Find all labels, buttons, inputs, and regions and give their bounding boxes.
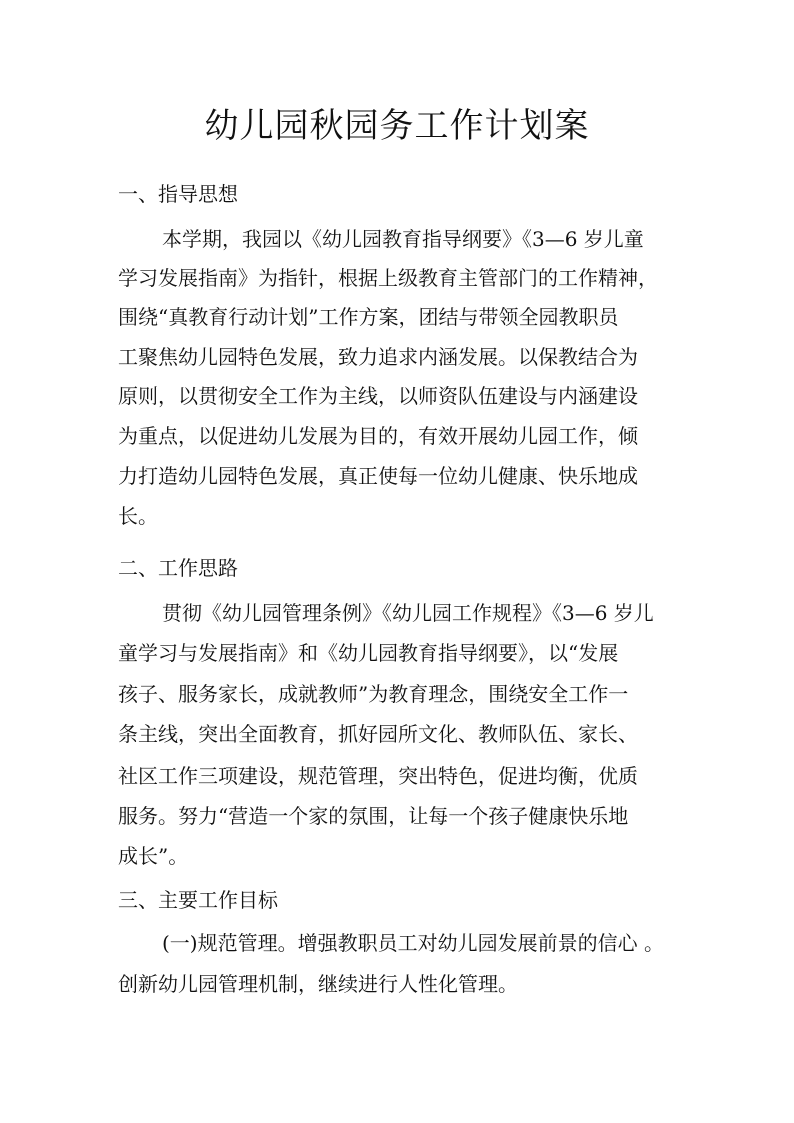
paragraph-line: 童学习与发展指南》和《幼儿园教育指导纲要》，以“发展 [118,641,619,665]
document-title: 幼儿园秋园务工作计划案 [204,106,590,146]
paragraph-line: 服务。努力“营造一个家的氛围，让每一个孩子健康快乐地 [118,804,629,828]
section-heading-guiding-ideology: 一、指导思想 [118,182,238,206]
paragraph-line: 创新幼儿园管理机制，继续进行人性化管理。 [118,972,518,996]
paragraph-line: 贯彻《幼儿园管理条例》《幼儿园工作规程》《3—6 岁儿 [162,601,654,625]
paragraph-line: 长。 [118,504,158,528]
paragraph-line: 为重点，以促进幼儿发展为目的，有效开展幼儿园工作，倾 [118,424,638,448]
paragraph-line: 原则，以贯彻安全工作为主线，以师资队伍建设与内涵建设 [118,384,638,408]
paragraph-line: 本学期，我园以《幼儿园教育指导纲要》《3—6 岁儿童 [162,227,644,251]
paragraph-line: 学习发展指南》为指针，根据上级教育主管部门的工作精神， [118,266,658,290]
paragraph-line: 条主线，突出全面教育，抓好园所文化、教师队伍、家长、 [118,722,638,746]
paragraph-line: 成长”。 [118,844,189,868]
paragraph-line: (一)规范管理。增强教职员工对幼儿园发展前景的信心 。 [162,931,664,955]
paragraph-line: 社区工作三项建设，规范管理，突出特色，促进均衡，优质 [118,764,638,788]
paragraph-line: 力打造幼儿园特色发展，真正使每一位幼儿健康、快乐地成 [118,464,638,488]
paragraph-line: 围绕“真教育行动计划”工作方案，团结与带领全园教职员 [118,305,619,329]
paragraph-line: 工聚焦幼儿园特色发展，致力追求内涵发展。以保教结合为 [118,345,638,369]
paragraph-line: 孩子、服务家长，成就教师”为教育理念，围绕安全工作一 [118,682,629,706]
section-heading-work-approach: 二、工作思路 [118,556,238,580]
section-heading-main-goals: 三、主要工作目标 [118,888,278,912]
